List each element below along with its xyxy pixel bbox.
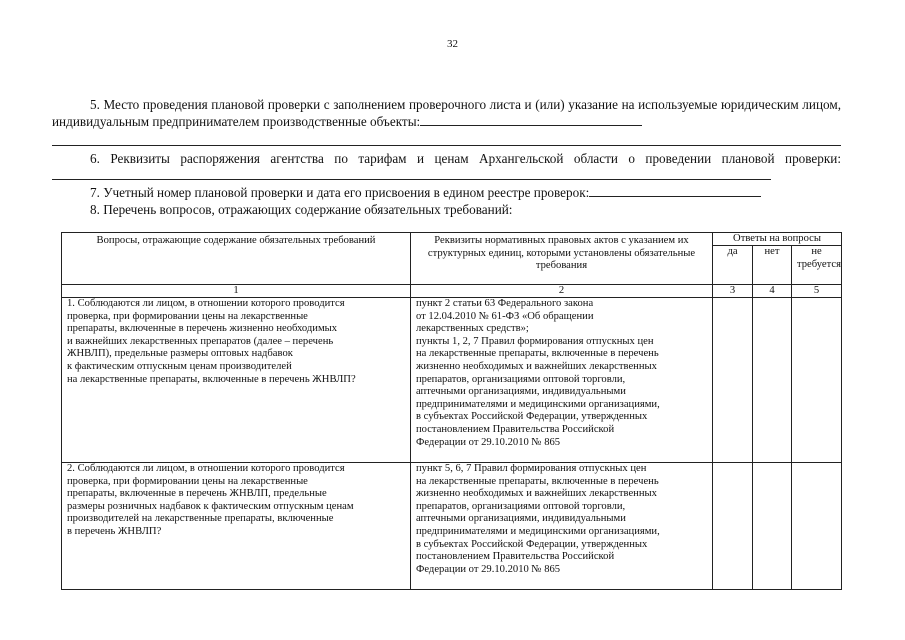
header-questions: Вопросы, отражающие содержание обязательных требований (62, 233, 411, 285)
item-6-text: 6. Реквизиты распоряжения агентства по тарифам и ценам Архангельской области о проведении плановой проверки: (90, 151, 841, 166)
item-7-text: 7. Учетный номер плановой проверки и дата его присвоения в едином реестре проверок: (90, 185, 590, 200)
table-row (62, 463, 842, 590)
header-no: нет (753, 246, 792, 285)
answer-yes-cell[interactable] (713, 298, 753, 463)
item-5-rule (52, 145, 841, 146)
question-cell: 1. Соблюдаются ли лицом, в отношении которого проводится проверка, при формировании цены на лекарственные препараты, включенные в перечень жизненно необходимых и важнейших лекарственных препаратов (далее – перечень ЖНВЛП), предельные размеры оптовых надбавок к фактическим отпускным ценам производителей на лекарственные препараты, включенные в перечень ЖНВЛП? (62, 298, 411, 463)
header-not-required: не требуется (792, 246, 842, 285)
item-5-text: 5. Место проведения плановой проверки с заполнением проверочного листа и (или) указание на используемые юридическим лицом, индивидуальным предпринимателем производственные объекты: (52, 97, 841, 129)
question-cell: 2. Соблюдаются ли лицом, в отношении которого проводится проверка, при формировании цены на лекарственные препараты, включенные в перечень ЖНВЛП, предельные размеры розничных надбавок к фактическим отпускным ценам производителей на лекарственные препараты, включенные в перечень ЖНВЛП? (62, 463, 411, 590)
requisites-cell: пункт 5, 6, 7 Правил формирования отпускных цен на лекарственные препараты, включенные в перечень жизненно необходимых и важнейших лекарственных препаратов, организациями оптовой торговли, аптечными организациями, индивидуальными предпринимателями и медицинскими организациями, в субъектах Российской Федерации, утвержденных постановлением Правительства Российской Федерации от 29.10.2010 № 865 (411, 463, 713, 590)
item-7 (52, 184, 841, 201)
item-8-text: 8. Перечень вопросов, отражающих содержание обязательных требований: (90, 202, 513, 217)
item-6-blank (52, 167, 771, 180)
column-numbers-row (62, 285, 842, 298)
answer-not-required-cell[interactable] (792, 463, 842, 590)
answer-yes-cell[interactable] (713, 463, 753, 590)
header-answers: Ответы на вопросы (713, 233, 842, 246)
item-5-blank (420, 113, 642, 126)
column-number: 3 (713, 285, 753, 298)
item-7-blank (589, 184, 761, 197)
table-header-row (62, 233, 842, 246)
item-5 (52, 96, 841, 130)
item-8 (52, 201, 841, 218)
column-number: 2 (411, 285, 713, 298)
column-number: 4 (753, 285, 792, 298)
requisites-cell: пункт 2 статьи 63 Федерального закона от 12.04.2010 № 61-ФЗ «Об обращении лекарственных средств»; пункты 1, 2, 7 Правил формирования отпускных цен на лекарственные препараты, включенные в перечень жизненно необходимых и важнейших лекарственных препаратов, организациями оптовой торговли, аптечными организациями, индивидуальными предпринимателями и медицинскими организациями, в субъектах Российской Федерации, утвержденных постановлением Правительства Российской Федерации от 29.10.2010 № 865 (411, 298, 713, 463)
answer-no-cell[interactable] (753, 463, 792, 590)
header-requisites: Реквизиты нормативных правовых актов с указанием их структурных единиц, которыми установлены обязательные требования (411, 233, 713, 285)
column-number: 5 (792, 285, 842, 298)
item-6 (52, 150, 841, 184)
answer-not-required-cell[interactable] (792, 298, 842, 463)
table-row (62, 298, 842, 463)
column-number: 1 (62, 285, 411, 298)
answer-no-cell[interactable] (753, 298, 792, 463)
requirements-table (61, 232, 842, 590)
page-number: 32 (447, 38, 458, 50)
header-yes: да (713, 246, 753, 285)
